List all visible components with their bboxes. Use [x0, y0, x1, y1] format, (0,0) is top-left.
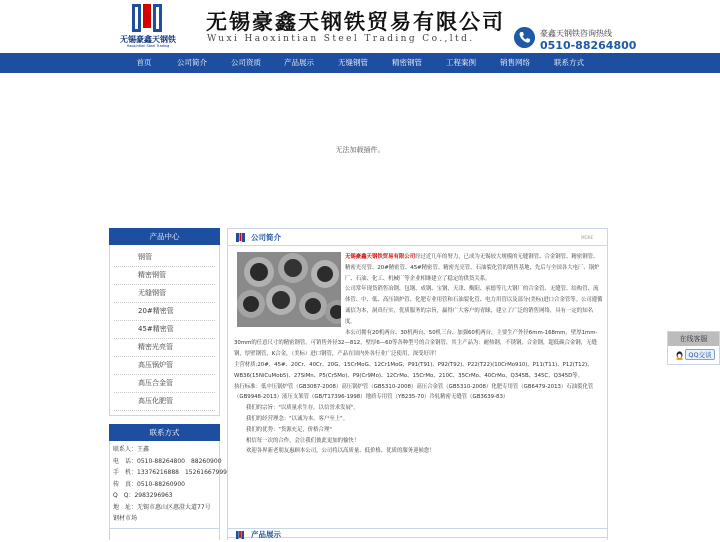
company-intro-text — [234, 252, 603, 457]
sidebar-item-45-precision[interactable]: 45#精密管 — [114, 321, 215, 339]
nav-contact[interactable]: 联系方式 — [554, 58, 584, 67]
nav-sales-network[interactable]: 销售网络 — [500, 58, 530, 67]
sidebar-item-seamless-pipe[interactable]: 无缝钢管 — [114, 285, 215, 303]
contact-title: 联系方式 — [109, 424, 220, 441]
nav-seamless-pipe[interactable]: 无缝钢管 — [338, 58, 368, 67]
nav-about[interactable]: 公司简介 — [177, 58, 207, 67]
nav-products[interactable]: 产品展示 — [284, 58, 314, 67]
intro-paragraph-3: 本公司拥有20机两台、30机两台、50机三台、加强60机两台，主要生产外径6mm-168mm，壁厚1mm-30mm的任意尺寸的精密钢管。可销售外径32—812，壁厚6—60等各种型号的合金钢管，其主产品为：耐热钢，不锈钢，合金钢，超低碳合金钢，无缝钢，厚壁钢管，K合金，（美标）进口钢管，产品在国内外各行业广泛使用，深受好评！ — [234, 329, 598, 358]
more-link[interactable]: MORE — [581, 235, 593, 240]
sidebar-item-fertilizer-pipe[interactable]: 高压化肥管 — [114, 393, 215, 411]
contact-person: 联系人：王鑫 — [113, 446, 150, 453]
intro-paragraph-5: 执行标准：低中压锅炉管（GB3087-2008）高压锅炉管（GB5310-2008）高压合金管（GB5310-2008）化肥专用管（GB6479-2013）石油裂化管（GB9948-2013）液压支架管（GB/T17396-1998）地质专用管（YB235-70）冷轧精密无缝管（GB3639-83） — [234, 383, 594, 401]
nav-precision-pipe[interactable]: 精密钢管 — [392, 58, 422, 67]
intro-paragraph-1: 经过近几年的努力，已成为无锡较大规模的无缝钢管、合金钢管、精密钢管、精密光亮管、20#精密管、45#精密管、精密光亮管、石油裂化管的销售基地，先后与全国各大电厂、锅炉厂、石油、化工、机械厂等企业相继建立了稳定的供货关系。 — [345, 254, 600, 282]
sidebar-item-precision-pipe[interactable]: 精密钢管 — [114, 267, 215, 285]
company-name-en: Wuxi Haoxintian Steel Trading Co.,ltd. — [207, 34, 475, 44]
product-showcase-left-box — [109, 528, 220, 540]
company-name-highlight: 无锡豪鑫天钢铁贸易有限公司 — [345, 254, 416, 260]
nav-qualification[interactable]: 公司资质 — [231, 58, 261, 67]
nav-cases[interactable]: 工程案例 — [446, 58, 476, 67]
main-nav — [0, 53, 720, 73]
online-service-title: 在线客服 — [668, 332, 719, 346]
contact-info — [109, 441, 227, 529]
sidebar-item-steel-pipe[interactable]: 钢管 — [114, 249, 215, 267]
logo-text-en: Haoxintian Steel Trading — [126, 44, 170, 48]
logo-text-cn: 无锡豪鑫天钢铁 — [120, 35, 176, 44]
section-logo-icon — [236, 531, 244, 539]
intro-paragraph-10: 欢迎各界新老朋友惠顾本公司，公司将以高质量、低价格、优质的服务迎候您！ — [246, 448, 435, 455]
product-showcase-title: 产品展示 — [251, 530, 281, 539]
qq-chat-row[interactable] — [668, 346, 719, 364]
hotline-title: 豪鑫天钢铁咨询热线 — [540, 29, 612, 38]
contact-address: 地 址：无锡市惠山区惠澄大道77号钢材市场 — [113, 503, 211, 522]
product-showcase-header — [227, 528, 608, 540]
company-intro-title: 公司简介 — [251, 233, 281, 242]
contact-phone: 电 话：0510-88264800 88260900 — [113, 457, 222, 465]
qq-chat-button[interactable]: QQ交谈 — [685, 349, 715, 360]
sidebar-item-boiler-pipe[interactable]: 高压锅炉管 — [114, 357, 215, 375]
contact-mobile: 手 机：13376216888 15261667999 — [113, 469, 227, 476]
products-center-title: 产品中心 — [109, 228, 220, 245]
contact-qq: Q Q：2983296963 — [113, 492, 173, 499]
sidebar — [109, 228, 227, 529]
intro-paragraph-9: 相信每一次的合作，会让我们彼此更加的愉快！ — [246, 437, 360, 444]
section-logo-icon — [236, 233, 245, 242]
logo-mark-icon — [132, 4, 162, 32]
phone-icon — [514, 27, 535, 48]
intro-paragraph-2: 公司常年现货销售冶钢、包钢、成钢、宝钢、天津、衡阳、承德等几大钢厂的合金管、无缝管、结构管、流体管、中、低、高压锅炉管、化肥专业用管和石油裂化管、电力用管以及部分(美标)进口合金管等。公司遵循诚信为本，洞真行实，优质服务的宗旨，赢得广大客户的青睐，建立了广泛的销售网络，具有一定的知名度。 — [345, 286, 603, 325]
plugin-error-message: 无法加载插件。 — [335, 146, 385, 154]
nav-home[interactable]: 首页 — [136, 58, 152, 67]
company-intro-panel — [227, 228, 608, 538]
product-category-list — [109, 245, 220, 416]
sidebar-item-alloy-pipe[interactable]: 高压合金管 — [114, 375, 215, 393]
sidebar-item-bright-pipe[interactable]: 精密光亮管 — [114, 339, 215, 357]
contact-fax: 传 真：0510-88260900 — [113, 480, 185, 488]
intro-paragraph-6: 我们的宗旨："以质量求生存，以信誉求发展"。 — [246, 405, 359, 412]
intro-paragraph-4: 主营材质:20#、45#、20Cr、40Cr、20G、15CrMoG、12Cr1MoG、P91(T91)、P92(T92)、P22(T22)(10CrMo910)、P11(T11)、P12(T12)、WB36(15NiCuMob5)、27SiMn、P5(Cr5Mo)、P9(Cr9Mo)、12CrMo、15CrMo、210C、35CrMo、40CrMo、Q345B、345C、Q345D等。 — [234, 361, 593, 379]
qq-penguin-icon — [675, 351, 684, 360]
online-service-widget — [667, 331, 720, 365]
sidebar-item-20-precision[interactable]: 20#精密管 — [114, 303, 215, 321]
hotline-number: 0510-88264800 — [540, 39, 637, 52]
company-intro-header — [228, 229, 607, 246]
site-header — [0, 0, 720, 51]
intro-paragraph-7: 我们的经营理念："以诚为本，客户至上"。 — [246, 415, 348, 422]
intro-paragraph-8: 我们的优势："货源充足，价格合理" — [246, 426, 332, 433]
company-name-cn: 无锡豪鑫天钢铁贸易有限公司 — [206, 9, 505, 34]
logo[interactable] — [118, 4, 174, 48]
